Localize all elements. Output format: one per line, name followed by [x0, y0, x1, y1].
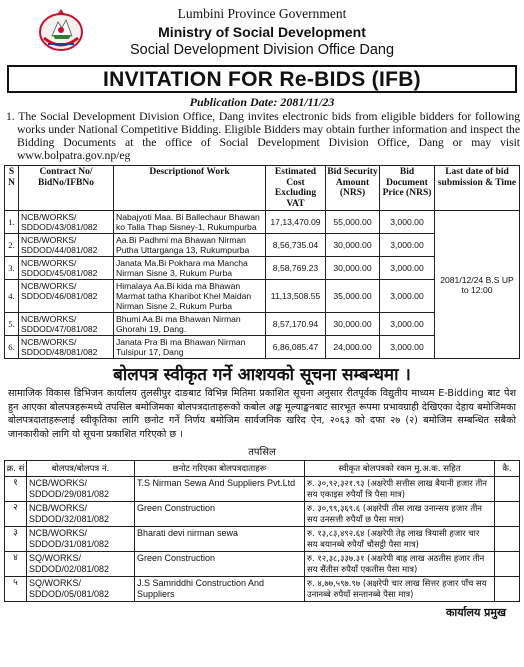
cell-price: 3,000.00 — [380, 313, 435, 336]
cell-amount: रु. १२,३८,३३७.३१ (अक्षरेपी बाह्र लाख अठतीस हजार तीन सय सैंतीस रुपैयाँ एकतीस पैसा मात्र) — [305, 552, 495, 577]
cell-sn: १ — [5, 477, 27, 502]
cell-price: 3,000.00 — [380, 280, 435, 313]
cell-price: 3,000.00 — [380, 211, 435, 234]
cell-bidder: Green Construction — [135, 552, 305, 577]
cell-sn: 1. — [5, 211, 19, 234]
col-contract: Contract No/ BidNo/IFBNo — [19, 166, 114, 211]
award-table — [4, 460, 520, 602]
cell-sn: ३ — [5, 527, 27, 552]
ministry-name: Ministry of Social Development — [158, 24, 366, 40]
cell-price: 3,000.00 — [380, 257, 435, 280]
cell-contract: NCB/WORKS/ SDDOD/47/081/082 — [19, 313, 114, 336]
cell-description: Janata Ma.Bi Pokhara ma Mancha Nirman Sisne 3, Rukum Purba — [114, 257, 266, 280]
cell-security: 30,000.00 — [326, 313, 380, 336]
notice-banner: INVITATION FOR Re-BIDS (IFB) — [7, 65, 517, 93]
award-notice-paragraph: सामाजिक विकास डिभिजन कार्यालय तुलसीपुर दाङबाट विभिन्न मितिमा प्रकाशित सूचना अनुसार रीतपूर्वक विद्युतीय माध्यम E-Bidding बाट पेश हुन आएका बोलपत्रहरूमध्ये तपसिल बमोजिमका बोलपत्रदाताहरूको कबोल अङ्क मूल्याङ्कनबाट सारभूत रूपमा प्रभावग्राही देखिएका देहाय बमोजिमका बोलपत्रदाताहरूलाई स्वीकृतिका लागि छनोट गर्ने निर्णय बमोजिम सार्वजनिक खरिद ऐन, २०६३ को दफा २७ (२) बमोजिम सम्बन्धित सबैको जानकारीको लागि यो सूचना प्रकाशित गरिएको छ । — [8, 388, 516, 440]
office-chief-signoff: कार्यालय प्रमुख — [445, 606, 506, 619]
cell-cost: 8,58,769.23 — [266, 257, 326, 280]
cell-description: Aa.Bi Padhmi ma Bhawan Nirman Putha Uttarganga 13, Rukumpurba — [114, 234, 266, 257]
cell-description: Himalaya Aa.Bi kida ma Bhawan Marmat tatha Kharibot Khel Maidan Nirman Sisne 2, Rukum Purba — [114, 280, 266, 313]
table-row — [5, 211, 520, 234]
cell-bid: SQ/WORKS/ SDDOD/02/081/082 — [27, 552, 135, 577]
cell-bid: NCB/WORKS/ SDDOD/31/081/082 — [27, 527, 135, 552]
bids-table-header — [5, 166, 520, 211]
cell-remarks — [495, 552, 520, 577]
cell-amount: रु. ३०,९९,३६९.६ (अक्षरेपी तीस लाख उनान्सय हजार तीन सय उनसत्ती रुपैयाँ छ पैसा मात्र) — [305, 502, 495, 527]
cell-contract: NCB/WORKS/ SDDOD/48/081/082 — [19, 336, 114, 359]
col-award-bidder: छनोट गरिएका बोलपत्रदाताहरू — [135, 461, 305, 477]
cell-sn: ४ — [5, 552, 27, 577]
publication-date: Publication Date: 2081/11/23 — [189, 95, 335, 109]
cell-bidder: Bharati devi nirman sewa — [135, 527, 305, 552]
cell-bidder: Green Construction — [135, 502, 305, 527]
table-row — [5, 477, 520, 502]
cell-amount: रु. ३०,९२,३२१.९३ (अक्षरेपी सत्तीस लाख बैयानी हजार तीन सय एकाइस रुपैयाँ त्रि पैसा मात्र) — [305, 477, 495, 502]
col-estimated-cost: Estimated Cost Excluding VAT — [266, 166, 326, 211]
table-row — [5, 552, 520, 577]
cell-remarks — [495, 577, 520, 602]
cell-security: 30,000.00 — [326, 257, 380, 280]
cell-bidder: T.S Nirman Sewa And Suppliers Pvt.Ltd — [135, 477, 305, 502]
cell-security: 24,000.00 — [326, 336, 380, 359]
cell-sn: 6. — [5, 336, 19, 359]
col-award-bid: बोलपत्र/बोलपत्र नं. — [27, 461, 135, 477]
cell-sn: २ — [5, 502, 27, 527]
cell-security: 30,000.00 — [326, 234, 380, 257]
cell-security: 55,000.00 — [326, 211, 380, 234]
col-document-price: Bid Document Price (NRS) — [380, 166, 435, 211]
cell-sn: 2. — [5, 234, 19, 257]
col-last-date: Last date of bid submission & Time — [435, 166, 520, 211]
office-name: Social Development Division Office Dang — [129, 42, 395, 58]
col-description: Descriptionof Work — [114, 166, 266, 211]
cell-contract: NCB/WORKS/ SDDOD/43/081/082 — [19, 211, 114, 234]
letterhead — [4, 0, 520, 64]
cell-bidder: J.S Samriddhi Construction And Suppliers — [135, 577, 305, 602]
cell-bid: NCB/WORKS/ SDDOD/32/081/082 — [27, 502, 135, 527]
cell-cost: 6,86,085.47 — [266, 336, 326, 359]
province-name: Lumbini Province Government — [177, 6, 347, 21]
cell-remarks — [495, 477, 520, 502]
award-notice-title: बोलपत्र स्वीकृत गर्ने आशयको सूचना सम्बन्धमा । — [113, 365, 411, 385]
table-row — [5, 577, 520, 602]
schedule-subtitle: तपसिल — [248, 447, 276, 458]
cell-contract: NCB/WORKS/ SDDOD/45/081/082 — [19, 257, 114, 280]
cell-sn: ५ — [5, 577, 27, 602]
col-award-amount: स्वीकृत बोलपत्रको रकम मु.अ.क. सहित — [305, 461, 495, 477]
cell-cost: 8,56,735.04 — [266, 234, 326, 257]
bids-table — [4, 165, 520, 359]
cell-cost: 17,13,470.09 — [266, 211, 326, 234]
cell-contract: NCB/WORKS/ SDDOD/44/081/082 — [19, 234, 114, 257]
col-bid-security: Bid Security Amount (NRS) — [326, 166, 380, 211]
cell-sn: 5. — [5, 313, 19, 336]
cell-security: 35,000.00 — [326, 280, 380, 313]
col-award-remarks: कै. — [495, 461, 520, 477]
cell-price: 3,000.00 — [380, 336, 435, 359]
cell-description: Nabajyoti Maa. Bi Ballechaur Bhawan ko Talla Thap Sisney-1, Rukumpurba — [114, 211, 266, 234]
cell-cost: 11,13,508.55 — [266, 280, 326, 313]
cell-sn: 3. — [5, 257, 19, 280]
intro-paragraph: 1. The Social Development Division Office, Dang invites electronic bids from eligible bidders for following works under National Competitive Bidding. Eligible Bidders may obtain further information and inspect the Bidding Documents at the office of Social Development Division Office, Dang or may visit www.bolpatra.gov.np/eg — [6, 110, 520, 162]
col-award-sn: क्र. सं — [5, 461, 27, 477]
cell-remarks — [495, 527, 520, 552]
cell-amount: रु. १३,८३,४९२.६४ (अक्षरेपी तेह्र लाख त्रियासी हजार चार सय बयानब्बे रुपैयाँ चौसट्ठी पैसा मात्र) — [305, 527, 495, 552]
cell-bid: SQ/WORKS/ SDDOD/05/081/082 — [27, 577, 135, 602]
table-row — [5, 527, 520, 552]
col-sn: S N — [5, 166, 19, 211]
table-row — [5, 502, 520, 527]
cell-remarks — [495, 502, 520, 527]
cell-description: Janata Pra Bi ma Bhawan Nirman Tulsipur 17, Dang — [114, 336, 266, 359]
cell-cost: 8,57,170.94 — [266, 313, 326, 336]
cell-sn: 4. — [5, 280, 19, 313]
cell-amount: रु. ४,७७,५९७.९७ (अक्षरेपी चार लाख सित्तर हजार पाँच सय उनानब्बे रुपैयाँ सन्तानब्बे पैसा मात्र) — [305, 577, 495, 602]
cell-last-date: 2081/12/24 B.S UP to 12:00 — [435, 211, 520, 359]
cell-description: Bhumi Aa.Bi ma Bhawan Nirman Ghorahi 19, Dang. — [114, 313, 266, 336]
cell-contract: NCB/WORKS/ SDDOD/46/081/082 — [19, 280, 114, 313]
award-table-header — [5, 461, 520, 477]
cell-price: 3,000.00 — [380, 234, 435, 257]
cell-bid: NCB/WORKS/ SDDOD/29/081/082 — [27, 477, 135, 502]
